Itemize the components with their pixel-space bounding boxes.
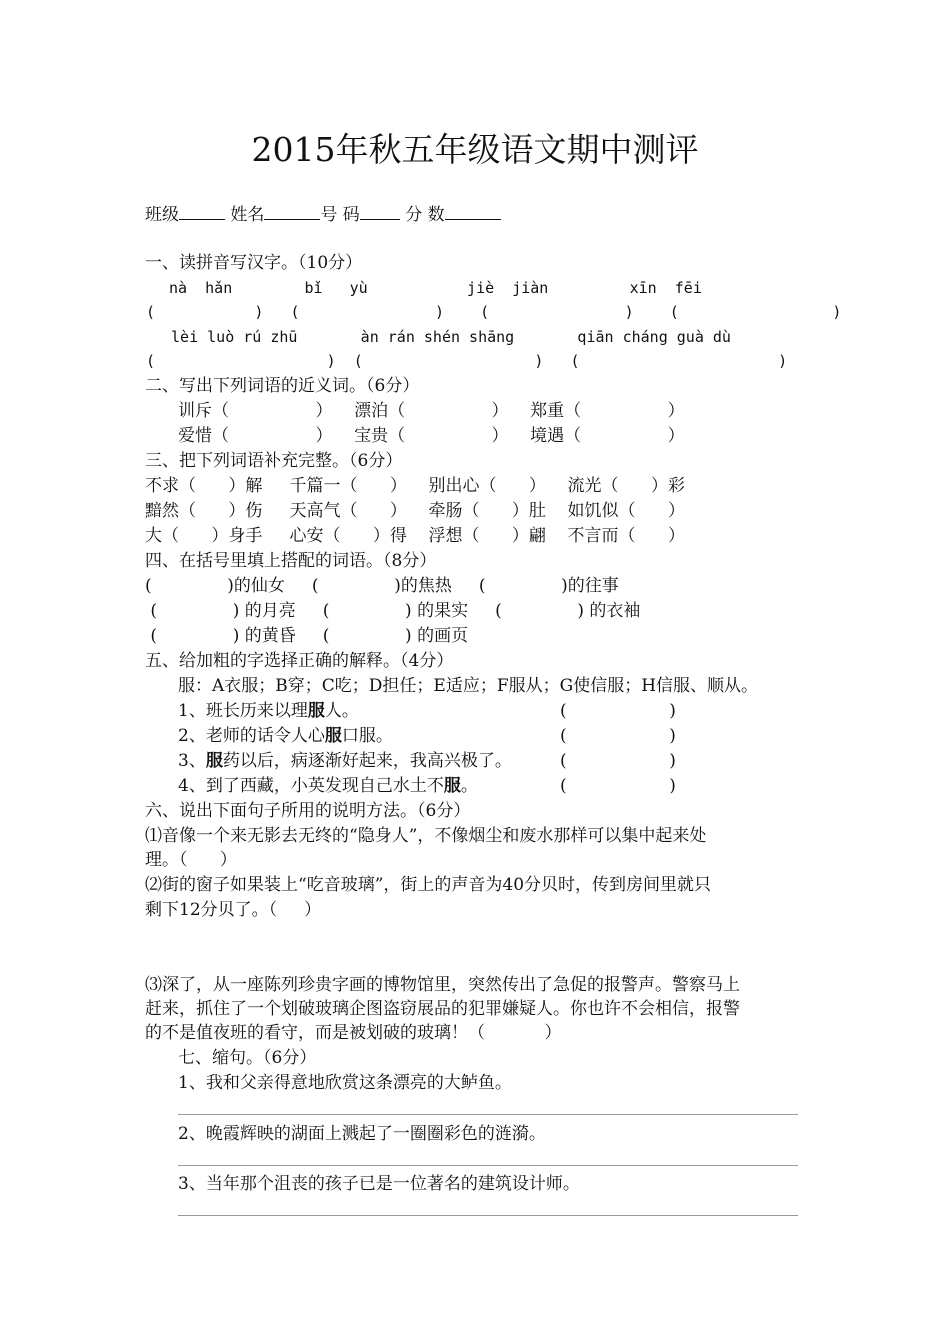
class-label: 班级 [145, 205, 179, 225]
method-q3-line1: ⑶深了，从一座陈列珍贵字画的博物馆里，突然传出了急促的报警声。警察马上 [145, 975, 740, 995]
shorten-question-1: 1、我和父亲得意地欣赏这条漂亮的大鲈鱼。 [178, 1073, 512, 1093]
method-q3-line3[interactable]: 的不是值夜班的看守，而是被划破的玻璃！（ ） [145, 1023, 562, 1043]
answer-line-1[interactable] [178, 1114, 798, 1115]
section-3-heading: 三、把下列词语补充完整。（6分） [145, 451, 403, 471]
bold-char: 服 [307, 701, 325, 721]
method-q2-line2[interactable]: 剩下12分贝了。（ ） [145, 900, 322, 920]
answer-paren[interactable]: ( ) [560, 776, 676, 796]
bold-char: 服 [324, 726, 342, 746]
score-blank[interactable] [445, 201, 501, 220]
section-2-heading: 二、写出下列词语的近义词。（6分） [145, 376, 420, 396]
meaning-question-2 [178, 724, 393, 748]
number-label: 号 码 [320, 205, 360, 225]
bold-char: 服 [443, 776, 461, 796]
pinyin-row-2: lèi luò rú zhū àn rán shén shāng qiān cháng guà dù [162, 328, 731, 346]
answer-parens-1[interactable]: ( ) ( ) ( ) ( ) [146, 303, 842, 321]
section-5-heading: 五、给加粗的字选择正确的解释。（4分） [145, 651, 454, 671]
question-text: 人。 [324, 701, 359, 721]
section-1-heading: 一、读拼音写汉字。（10分） [145, 253, 363, 273]
answer-line-3[interactable] [178, 1215, 798, 1216]
collocation-row-1[interactable]: ( )的仙女 ( )的焦热 ( )的往事 [145, 576, 619, 596]
shorten-question-2: 2、晚霞辉映的湖面上溅起了一圈圈彩色的涟漪。 [178, 1124, 546, 1144]
name-blank[interactable] [264, 201, 320, 220]
class-blank[interactable] [179, 201, 225, 220]
answer-paren[interactable]: ( ) [560, 701, 676, 721]
number-blank[interactable] [360, 201, 400, 220]
idiom-row-3[interactable]: 大（ ）身手 心安（ ）得 浮想（ ）翩 不言而（ ） [145, 526, 685, 546]
section-4-heading: 四、在括号里填上搭配的词语。（8分） [145, 551, 437, 571]
name-label: 姓名 [230, 205, 265, 225]
shorten-question-3: 3、当年那个沮丧的孩子已是一位著名的建筑设计师。 [178, 1174, 580, 1194]
idiom-row-2[interactable]: 黯然（ ）伤 天高气（ ） 牵肠（ ）肚 如饥似（ ） [145, 501, 685, 521]
page-title: 2015年秋五年级语文期中测评 [251, 130, 699, 169]
collocation-row-3[interactable]: ( ) 的黄昏 ( ) 的画页 [145, 626, 469, 646]
section-6-heading: 六、说出下面句子所用的说明方法。（6分） [145, 801, 471, 821]
question-text: 药以后，病逐渐好起来，我高兴极了。 [222, 751, 512, 771]
idiom-row-1[interactable]: 不求（ ）解 千篇一（ ） 别出心（ ） 流光（ ）彩 [145, 476, 685, 496]
method-q2-line1: ⑵街的窗子如果装上“吃音玻璃”，街上的声音为40分贝时，传到房间里就只 [145, 875, 712, 895]
section-7-heading: 七、缩句。（6分） [178, 1048, 317, 1068]
method-q1-line1: ⑴音像一个来无影去无终的“隐身人”，不像烟尘和废水那样可以集中起来处 [145, 826, 707, 846]
question-text: 3、 [178, 751, 206, 771]
meaning-question-4 [178, 774, 478, 798]
question-text: 4、到了西藏，小英发现自己水土不 [178, 776, 444, 796]
bold-char: 服 [205, 751, 223, 771]
question-text: 口服。 [341, 726, 393, 746]
score-label: 分 数 [405, 205, 445, 225]
meaning-question-3 [178, 749, 512, 773]
student-info-row [145, 201, 501, 227]
synonym-row-2[interactable]: 爱惜（ ） 宝贵（ ） 境遇（ ） [178, 426, 685, 446]
meaning-question-1 [178, 699, 359, 723]
answer-parens-2[interactable]: ( ) ( ) ( ) [146, 352, 788, 370]
synonym-row-1[interactable]: 训斥（ ） 漂泊（ ） 郑重（ ） [178, 401, 685, 421]
answer-line-2[interactable] [178, 1165, 798, 1166]
question-text: 2、老师的话令人心 [178, 726, 325, 746]
pinyin-row-1: nà hǎn bǐ yù jiè jiàn xīn fēi [160, 279, 702, 297]
answer-paren[interactable]: ( ) [560, 751, 676, 771]
question-text: 1、班长历来以理 [178, 701, 308, 721]
answer-paren[interactable]: ( ) [560, 726, 676, 746]
method-q3-line2: 赶来，抓住了一个划破玻璃企图盗窃展品的犯罪嫌疑人。你也许不会相信，报警 [145, 999, 740, 1019]
method-q1-line2[interactable]: 理。（ ） [145, 850, 237, 870]
meaning-options: 服：A衣服；B穿；C吃；D担任；E适应；F服从；G使信服；H信服、顺从。 [178, 676, 759, 696]
collocation-row-2[interactable]: ( ) 的月亮 ( ) 的果实 ( ) 的衣袖 [145, 601, 641, 621]
question-text: 。 [460, 776, 478, 796]
